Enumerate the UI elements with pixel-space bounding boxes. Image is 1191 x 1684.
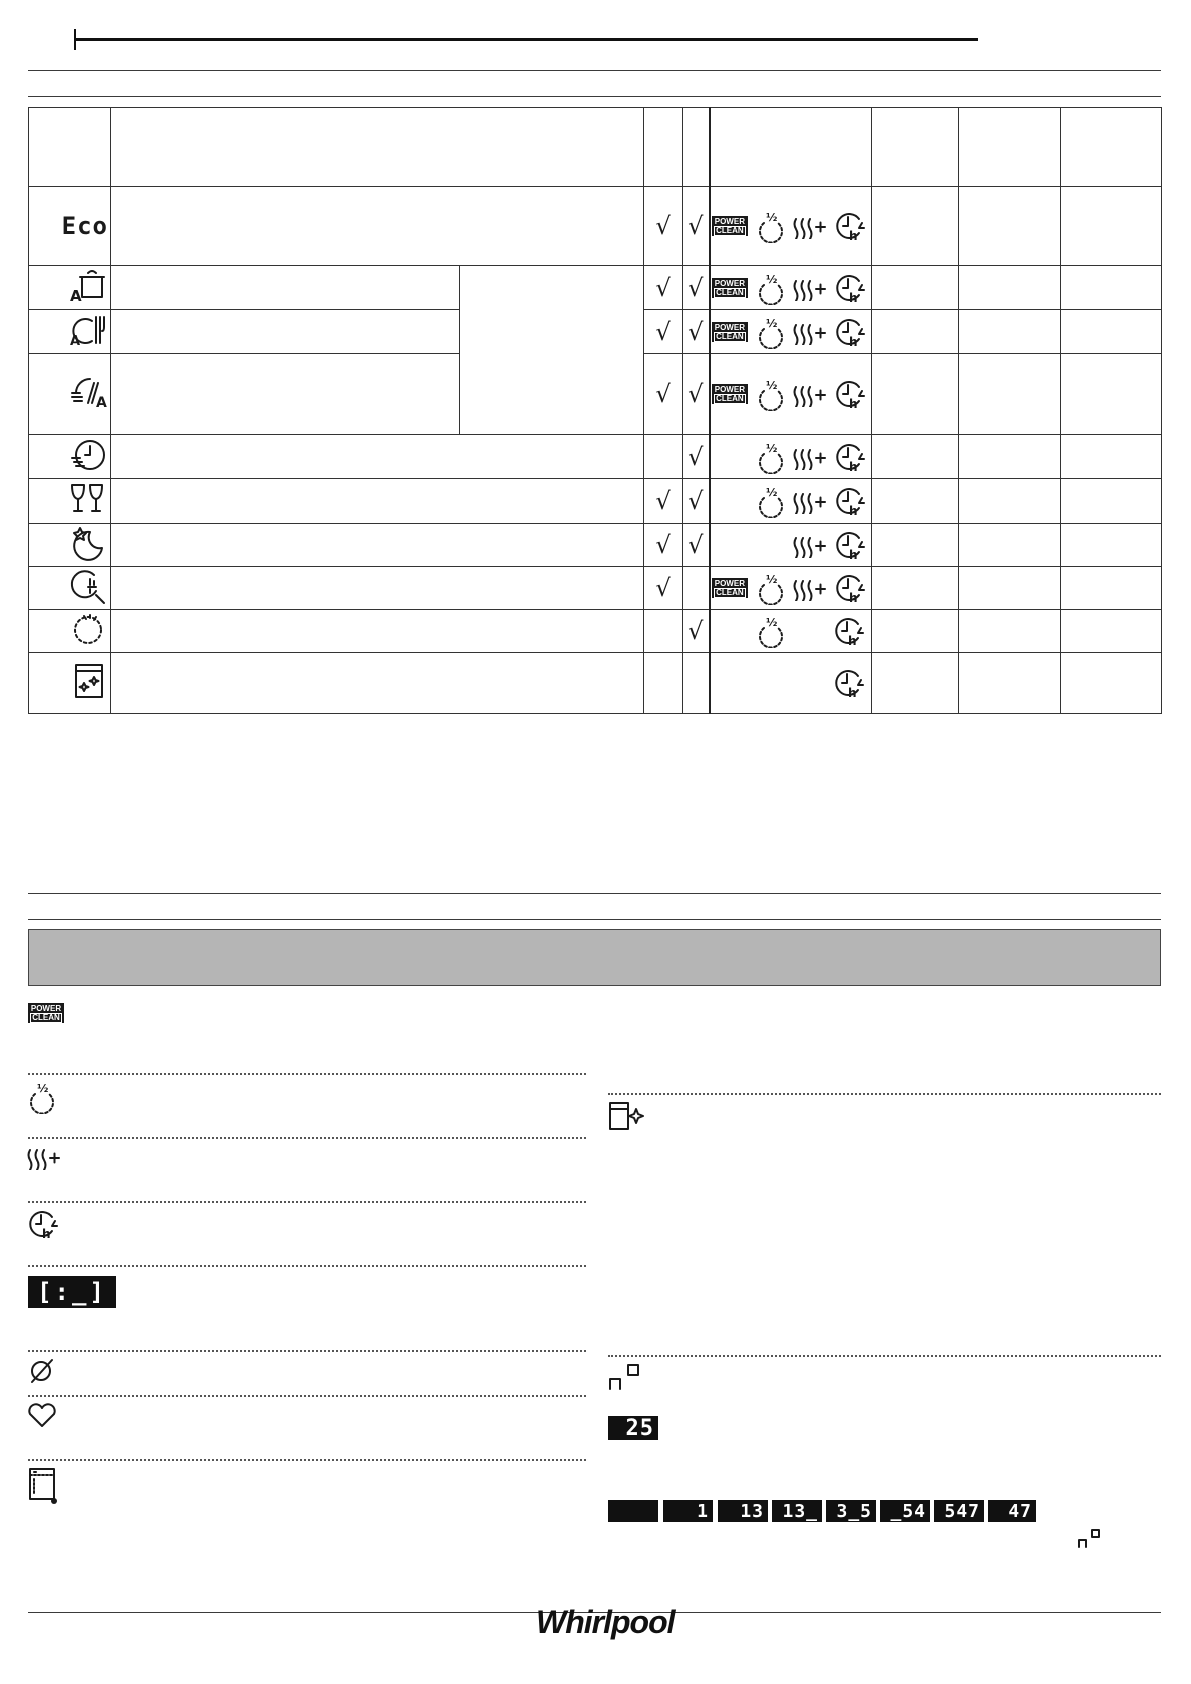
data-cell-1 <box>872 266 959 310</box>
data-cell-1 <box>872 310 959 354</box>
delay-slot <box>832 314 867 350</box>
delay-icon <box>833 571 867 605</box>
header-cell-check-2 <box>683 108 710 187</box>
delay-icon <box>833 484 867 518</box>
data-cell-3 <box>1061 567 1162 610</box>
display-frame: _54 <box>880 1500 930 1522</box>
half-load-slot <box>753 208 788 244</box>
extra-dry-icon <box>792 381 828 407</box>
data-cell-2 <box>959 266 1061 310</box>
half-load-slot <box>753 270 788 306</box>
half-load-slot <box>753 483 788 519</box>
check-cell-2: √ <box>683 310 710 354</box>
svg-text:h: h <box>848 686 857 700</box>
extra-dry-icon <box>792 532 828 558</box>
data-cell-3 <box>1061 524 1162 567</box>
svg-text:h: h <box>848 397 858 411</box>
check-cell-2: √ <box>683 479 710 524</box>
legend-half-load <box>26 1080 58 1118</box>
data-cell-2 <box>959 310 1061 354</box>
svg-text:½: ½ <box>765 211 778 224</box>
data-cell-3 <box>1061 187 1162 266</box>
power-clean-slot <box>711 270 750 306</box>
power-clean-icon: POWER CLEAN <box>28 1003 64 1023</box>
table-row <box>29 435 1162 479</box>
half-load-slot <box>753 439 788 475</box>
svg-text:h: h <box>848 229 858 243</box>
delay-slot <box>832 208 867 244</box>
check-cell-1: √ <box>644 567 683 610</box>
legend-extra-dry <box>26 1144 62 1174</box>
program-description <box>111 524 644 567</box>
program-icon-cell <box>29 266 111 310</box>
data-cell-2 <box>959 610 1061 653</box>
svg-text:½: ½ <box>766 616 778 629</box>
options-cell <box>710 354 872 435</box>
delay-icon <box>833 315 867 349</box>
power-clean-slot <box>711 314 750 350</box>
legend-disabled <box>26 1356 56 1390</box>
header-cell-description <box>111 108 644 187</box>
program-description <box>111 610 644 653</box>
power-clean-icon: POWER CLEAN <box>712 322 748 342</box>
data-cell-1 <box>872 524 959 567</box>
machine-sparkle-icon <box>68 661 108 701</box>
glass-auto-icon <box>68 373 108 411</box>
extra-dry-slot <box>792 439 828 475</box>
delay-slot <box>832 270 867 306</box>
header-cell-options <box>710 108 872 187</box>
data-cell-2 <box>959 524 1061 567</box>
program-table <box>28 107 1162 714</box>
legend-segment-indicator <box>606 1361 640 1395</box>
data-cell-2 <box>959 567 1061 610</box>
svg-text:h: h <box>848 334 858 349</box>
check-cell-2: √ <box>683 435 710 479</box>
prewash-icon <box>68 610 108 648</box>
header-cell-data-2 <box>959 108 1061 187</box>
program-icon-cell <box>29 653 111 714</box>
svg-text:½: ½ <box>765 272 778 286</box>
delay-icon <box>833 440 867 474</box>
display-frame: 13_ <box>772 1500 822 1522</box>
program-description <box>111 435 644 479</box>
table-row <box>29 567 1162 610</box>
check-cell-2: √ <box>683 524 710 567</box>
half-load-icon <box>755 209 787 243</box>
table-row <box>29 266 1162 310</box>
extra-dry-icon <box>792 275 828 301</box>
delay-slot <box>832 665 867 701</box>
header-cell-icon <box>29 108 111 187</box>
delay-slot <box>832 527 867 563</box>
divider <box>608 1355 1161 1357</box>
half-load-slot <box>753 570 788 606</box>
data-cell-1 <box>872 187 959 266</box>
table-row <box>29 479 1162 524</box>
header-cell-data-3 <box>1061 108 1162 187</box>
power-clean-icon: POWER CLEAN <box>712 216 748 236</box>
program-icon-cell <box>29 610 111 653</box>
extra-dry-slot <box>792 483 828 519</box>
eco-icon: Eco <box>61 212 108 240</box>
disabled-icon <box>26 1356 56 1386</box>
check-cell-1 <box>644 610 683 653</box>
header-cell-check-1 <box>644 108 683 187</box>
data-cell-2 <box>959 479 1061 524</box>
data-cell-1 <box>872 479 959 524</box>
data-cell-3 <box>1061 435 1162 479</box>
program-description <box>111 479 644 524</box>
extra-dry-icon <box>792 444 828 470</box>
divider <box>28 1350 586 1352</box>
options-cell <box>710 187 872 266</box>
program-description <box>111 653 644 714</box>
data-cell-2 <box>959 354 1061 435</box>
half-load-slot <box>753 376 788 412</box>
delay-slot <box>832 439 867 475</box>
check-cell-1: √ <box>644 524 683 567</box>
half-load-icon <box>755 614 787 648</box>
legend-appliance <box>26 1465 60 1511</box>
program-icon-cell <box>29 187 111 266</box>
data-cell-3 <box>1061 310 1162 354</box>
check-cell-2: √ <box>683 610 710 653</box>
svg-text:h: h <box>848 459 858 474</box>
table-row <box>29 610 1162 653</box>
half-load-slot <box>753 314 788 350</box>
extra-dry-icon <box>792 575 828 601</box>
legend-machine-clean <box>606 1099 646 1135</box>
check-cell-1 <box>644 435 683 479</box>
data-cell-1 <box>872 435 959 479</box>
check-cell-1 <box>644 653 683 714</box>
header-cell-data-1 <box>872 108 959 187</box>
extra-dry-slot <box>792 208 828 244</box>
data-cell-3 <box>1061 354 1162 435</box>
power-clean-slot <box>711 208 750 244</box>
extra-dry-icon <box>792 488 828 514</box>
extra-dry-icon <box>26 1144 62 1170</box>
table-row <box>29 524 1162 567</box>
svg-text:½: ½ <box>765 316 778 330</box>
section-rule-top-2 <box>28 96 1161 97</box>
section-rule-top-1 <box>28 70 1161 71</box>
program-description <box>111 567 644 610</box>
quick-clock-icon <box>68 436 108 474</box>
extra-dry-slot <box>792 376 828 412</box>
svg-text:½: ½ <box>765 379 778 392</box>
power-clean-icon: POWER CLEAN <box>712 384 748 404</box>
data-cell-3 <box>1061 479 1162 524</box>
check-cell-2: √ <box>683 354 710 435</box>
delay-icon <box>832 666 866 700</box>
svg-text:½: ½ <box>37 1082 49 1095</box>
display-frame <box>608 1500 658 1522</box>
half-load-icon <box>755 377 787 411</box>
plates-cutlery-auto-icon <box>68 311 108 349</box>
moon-star-icon <box>68 524 108 562</box>
check-cell-2 <box>683 653 710 714</box>
program-description <box>111 310 460 354</box>
extra-dry-icon <box>792 319 828 345</box>
header-rule <box>74 38 978 41</box>
section-rule-mid-1 <box>28 893 1161 894</box>
program-description <box>111 187 644 266</box>
check-cell-1: √ <box>644 266 683 310</box>
display-frame: 13 <box>718 1500 768 1522</box>
legend-power-clean <box>28 1003 64 1024</box>
delay-icon <box>832 614 866 648</box>
machine-clean-icon <box>606 1099 646 1131</box>
power-clean-slot <box>711 570 750 606</box>
options-cell <box>710 653 872 714</box>
divider <box>28 1201 586 1203</box>
power-clean-icon: POWER CLEAN <box>712 578 748 598</box>
extra-dry-slot <box>792 270 828 306</box>
half-load-icon <box>755 271 787 305</box>
check-cell-2 <box>683 567 710 610</box>
counter-display: 25 <box>608 1416 658 1440</box>
options-cell <box>710 479 872 524</box>
delay-slot <box>832 483 867 519</box>
delay-icon <box>833 528 867 562</box>
check-cell-1: √ <box>644 310 683 354</box>
options-cell <box>710 524 872 567</box>
data-cell-1 <box>872 567 959 610</box>
check-cell-2: √ <box>683 187 710 266</box>
options-cell <box>710 266 872 310</box>
legend-favourite <box>26 1400 58 1434</box>
data-cell-3 <box>1061 266 1162 310</box>
legend-segment-indicator-small <box>1076 1527 1106 1553</box>
program-icon-cell <box>29 435 111 479</box>
options-cell <box>710 435 872 479</box>
divider <box>28 1073 586 1075</box>
data-cell-2 <box>959 653 1061 714</box>
check-cell-1: √ <box>644 354 683 435</box>
check-cell-1: √ <box>644 479 683 524</box>
delay-icon <box>26 1207 60 1241</box>
svg-text:h: h <box>848 548 858 562</box>
program-icon-cell <box>29 524 111 567</box>
divider <box>28 1395 586 1397</box>
extra-dry-icon <box>792 213 828 239</box>
half-load-icon <box>755 484 787 518</box>
svg-text:h: h <box>42 1227 51 1241</box>
data-cell-3 <box>1061 653 1162 714</box>
segment-indicator-icon <box>606 1361 640 1391</box>
delay-slot <box>832 613 867 649</box>
data-cell-2 <box>959 187 1061 266</box>
options-cell <box>710 610 872 653</box>
display-frame: 3_5 <box>826 1500 876 1522</box>
pot-auto-icon <box>68 267 108 305</box>
display-frame: 1 <box>663 1500 713 1522</box>
svg-text:A: A <box>70 286 82 305</box>
power-clean-icon: POWER CLEAN <box>712 278 748 298</box>
table-row <box>29 187 1162 266</box>
appliance-icon <box>26 1465 60 1507</box>
svg-text:h: h <box>848 634 857 648</box>
half-load-slot <box>754 613 789 649</box>
intensive-icon <box>68 567 108 605</box>
program-icon-cell <box>29 310 111 354</box>
half-load-icon <box>755 440 787 474</box>
delay-icon <box>833 209 867 243</box>
data-cell-1 <box>872 610 959 653</box>
extra-dry-slot <box>792 527 828 563</box>
program-icon-cell <box>29 479 111 524</box>
program-description <box>111 266 460 310</box>
half-load-icon <box>26 1080 58 1114</box>
divider <box>28 1459 586 1461</box>
delay-slot <box>832 570 867 606</box>
options-legend-header <box>28 929 1161 986</box>
check-cell-1: √ <box>644 187 683 266</box>
table-row <box>29 653 1162 714</box>
extra-dry-slot <box>792 570 828 606</box>
wine-glasses-icon <box>68 480 108 518</box>
svg-text:½: ½ <box>765 441 778 455</box>
data-cell-1 <box>872 354 959 435</box>
svg-text:h: h <box>848 504 858 518</box>
delay-icon <box>833 377 867 411</box>
svg-text:A: A <box>96 395 107 411</box>
data-cell-1 <box>872 653 959 714</box>
check-cell-2: √ <box>683 266 710 310</box>
half-load-icon <box>755 571 787 605</box>
display-sample: [:_] <box>28 1276 116 1308</box>
divider <box>608 1093 1161 1095</box>
power-clean-slot <box>711 376 750 412</box>
svg-text:A: A <box>70 333 81 349</box>
auto-group-description <box>460 266 644 435</box>
program-icon-cell <box>29 567 111 610</box>
legend-delay <box>26 1207 60 1245</box>
data-cell-3 <box>1061 610 1162 653</box>
program-icon-cell <box>29 354 111 435</box>
section-rule-mid-2 <box>28 919 1161 920</box>
heart-icon <box>26 1400 58 1430</box>
extra-dry-slot <box>792 314 828 350</box>
svg-text:½: ½ <box>765 573 778 586</box>
table-header-row <box>29 108 1162 187</box>
half-load-icon <box>755 315 787 349</box>
whirlpool-logo: Whirlpool <box>536 1604 675 1640</box>
data-cell-2 <box>959 435 1061 479</box>
delay-slot <box>832 376 867 412</box>
segment-indicator-small-icon <box>1076 1527 1106 1549</box>
options-cell <box>710 310 872 354</box>
divider <box>28 1137 586 1139</box>
svg-text:½: ½ <box>765 486 778 499</box>
options-cell <box>710 567 872 610</box>
svg-text:h: h <box>848 591 858 605</box>
program-description <box>111 354 460 435</box>
divider <box>28 1265 586 1267</box>
display-frame: 547 <box>934 1500 984 1522</box>
delay-icon <box>833 271 867 305</box>
display-frame: 47 <box>988 1500 1036 1522</box>
svg-text:h: h <box>848 290 858 305</box>
